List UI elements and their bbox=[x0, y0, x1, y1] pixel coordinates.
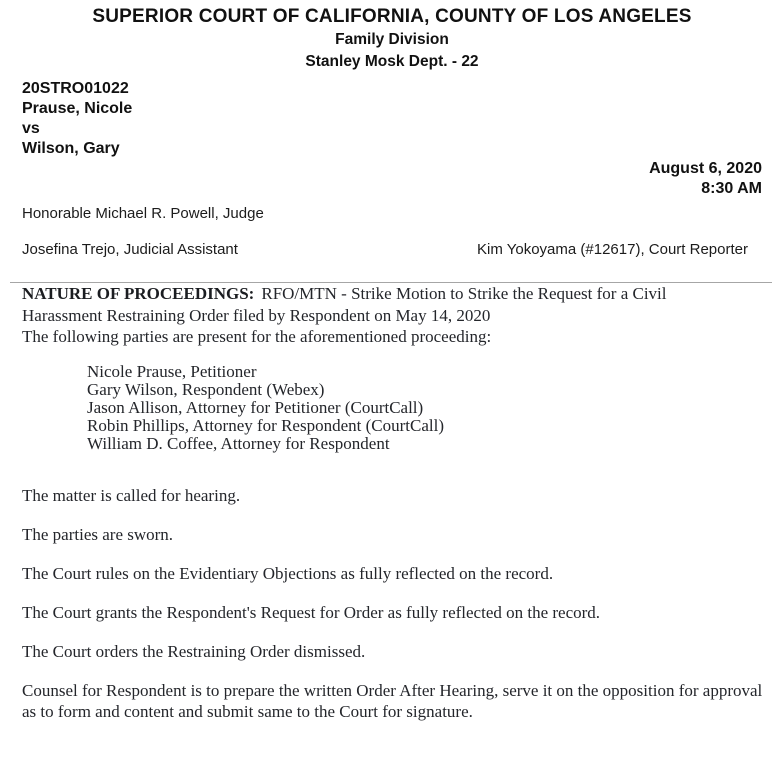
case-number: 20STRO01022 bbox=[22, 80, 129, 97]
minute-entry-grants-request: The Court grants the Respondent's Request for Order as fully reflected on the record. bbox=[22, 602, 601, 622]
nature-of-proceedings-label: NATURE OF PROCEEDINGS: bbox=[22, 284, 255, 303]
case-caption bbox=[22, 79, 762, 159]
party-item-petitioner: Nicole Prause, Petitioner bbox=[87, 361, 257, 381]
party-item-respondent-attorney-2: William D. Coffee, Attorney for Respondent bbox=[87, 433, 390, 453]
nature-of-proceedings bbox=[22, 283, 747, 326]
court-name: SUPERIOR COURT OF CALIFORNIA, COUNTY OF LOS ANGELES bbox=[92, 6, 692, 27]
parties-present-list bbox=[87, 363, 762, 453]
nature-of-proceedings-text: RFO/MTN - Strike Motion to Strike the Request for a Civil Harassment Restraining Order filed by Respondent on May 14, 2020 bbox=[22, 284, 667, 325]
respondent-name: Wilson, Gary bbox=[22, 140, 120, 157]
petitioner-name: Prause, Nicole bbox=[22, 100, 133, 117]
hearing-date: August 6, 2020 bbox=[649, 160, 762, 177]
minute-entry-order-after-hearing: Counsel for Respondent is to prepare the written Order After Hearing, serve it on the opposition for approval as to form and content and submit same to the Court for signature. bbox=[22, 680, 763, 721]
minute-entry-parties-sworn: The parties are sworn. bbox=[22, 524, 174, 544]
court-division: Family Division bbox=[335, 31, 449, 48]
minute-order-body bbox=[22, 283, 762, 722]
minute-entries bbox=[22, 485, 762, 722]
judicial-assistant-name: Josefina Trejo, Judicial Assistant bbox=[22, 241, 238, 258]
party-item-respondent: Gary Wilson, Respondent (Webex) bbox=[87, 379, 325, 399]
party-item-respondent-attorney-1: Robin Phillips, Attorney for Respondent (CourtCall) bbox=[87, 415, 444, 435]
document-header bbox=[22, 4, 762, 73]
versus-label: vs bbox=[22, 120, 40, 137]
judge-name: Honorable Michael R. Powell, Judge bbox=[22, 205, 264, 222]
hearing-datetime bbox=[22, 159, 762, 199]
minute-entry-order-dismissed: The Court orders the Restraining Order dismissed. bbox=[22, 641, 366, 661]
hearing-time: 8:30 AM bbox=[701, 180, 762, 197]
court-reporter-name: Kim Yokoyama (#12617), Court Reporter bbox=[477, 241, 748, 258]
minute-entry-evidentiary-objections: The Court rules on the Evidentiary Objections as fully reflected on the record. bbox=[22, 563, 554, 583]
minute-entry-called-for-hearing: The matter is called for hearing. bbox=[22, 485, 241, 505]
party-item-petitioner-attorney: Jason Allison, Attorney for Petitioner (CourtCall) bbox=[87, 397, 424, 417]
court-department: Stanley Mosk Dept. - 22 bbox=[305, 53, 479, 70]
parties-intro: The following parties are present for the aforementioned proceeding: bbox=[22, 327, 492, 346]
court-staff-row bbox=[22, 240, 762, 259]
